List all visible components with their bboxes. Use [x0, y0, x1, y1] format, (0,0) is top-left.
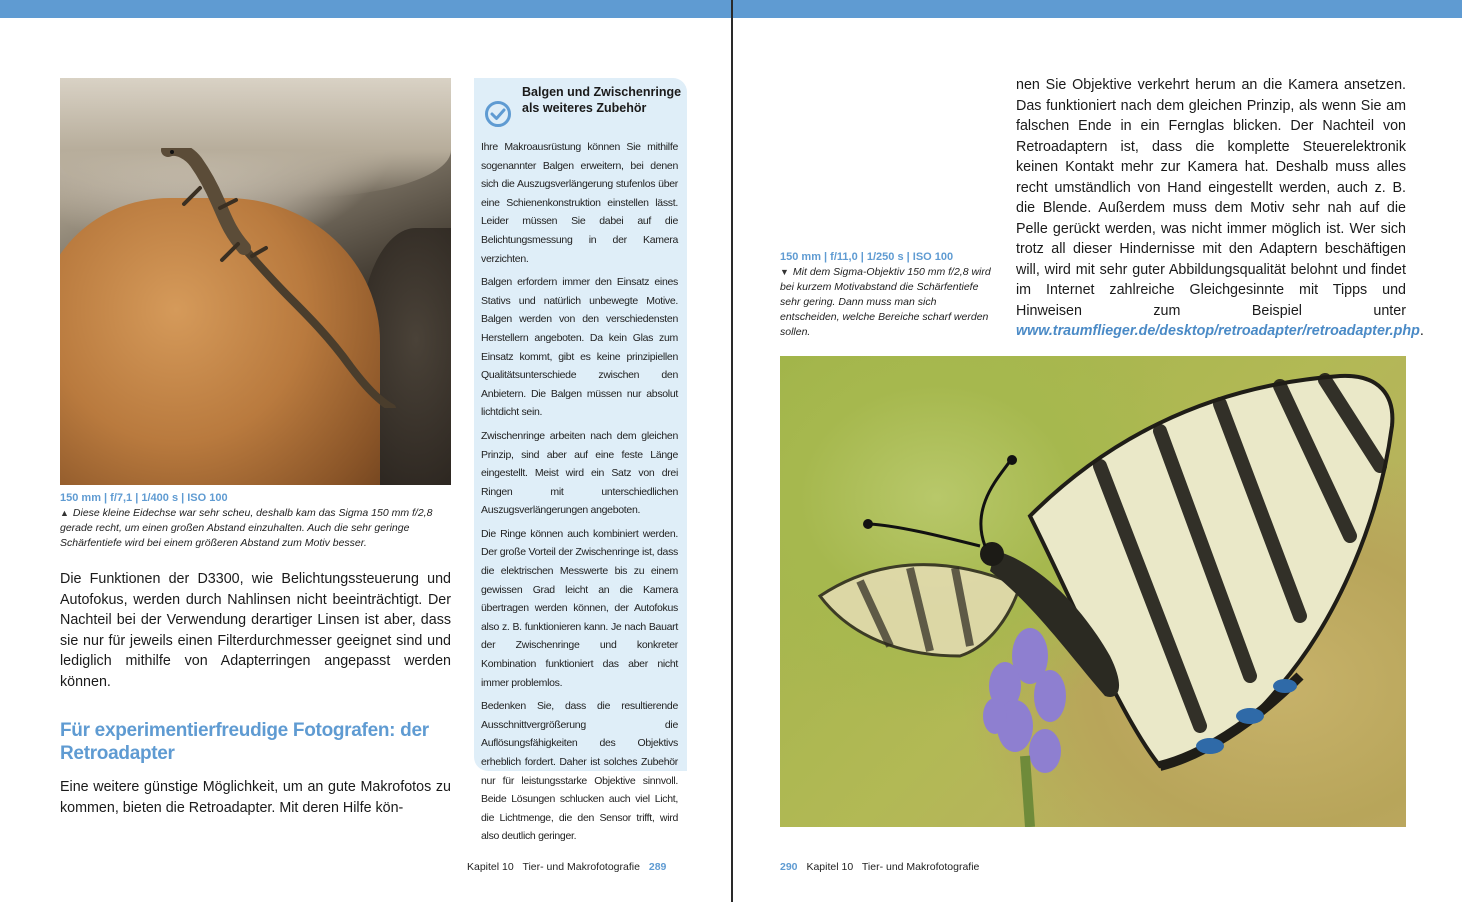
- page-number: 289: [648, 861, 667, 873]
- lizard-icon: [160, 148, 400, 408]
- butterfly-caption-text: Mit dem Sigma-Objektiv 150 mm f/2,8 wird bei kurzem Motivabstand die Schärfentiefe sehr gering. Dann muss man sich entscheiden, welche Bereiche scharf werden sollen.: [780, 266, 991, 338]
- info-box-paragraph: Ihre Makroausrüstung können Sie mithilfe sogenannter Balgen erweitern, bei denen sich die Auszugsverlängerung stufenlos über eine Schienenkonstruktion einstellen lässt. Leider müssen Sie dabei auf die Belichtungsmessung in der Kamera verzichten.: [481, 141, 678, 265]
- footer-chapter: Kapitel 10: [806, 861, 854, 873]
- page-number: 290: [780, 861, 798, 873]
- info-box-paragraph: Bedenken Sie, dass die resultierende Ausschnittvergrößerung die Auflösungsfähigkeiten des Objektivs erheblich fordert. Daher ist solches Zubehör nur für leistungsstarke Objektive sinnvoll. Beide Lösungen schlucken auch viel Licht, die Lichtmenge, die den Sensor trifft, wird also deutlich geringer.: [481, 700, 678, 843]
- caption-arrow-up-icon: ▲: [60, 508, 69, 518]
- top-color-bar: [733, 0, 1462, 18]
- lizard-photo: [60, 78, 451, 485]
- lizard-photo-meta: 150 mm | f/7,1 | 1/400 s | ISO 100: [60, 492, 228, 504]
- footer-chapter-title: Tier- und Makrofotografie: [861, 861, 980, 873]
- butterfly-photo-meta: 150 mm | f/11,0 | 1/250 s | ISO 100: [780, 251, 954, 263]
- footer-right: [780, 861, 985, 873]
- body-paragraph-retroadapter: Eine weitere günstige Möglichkeit, um an gute Makrofotos zu kommen, bieten die Retroadapter. Mit deren Hilfe kön-: [60, 779, 451, 816]
- body-text-end: .: [1419, 323, 1424, 339]
- info-box-paragraph: Balgen erfordern immer den Einsatz eines Stativs und natürlich unbewegte Motive. Balgen werden von den verschiedensten Herstellern angeboten. Da kein Glas zum Einsatz kommt, gibt es keine prinzipiellen Qualitätsunterschiede zwischen den Anbietern. Die Balgen müssen nur absolut lichtdicht sein.: [481, 276, 678, 419]
- lizard-caption: [60, 491, 460, 551]
- top-color-bar: [0, 0, 732, 18]
- right-page: [733, 0, 1462, 902]
- body-paragraph-retroadapter-continued: [1016, 75, 1424, 342]
- footer-chapter: Kapitel 10: [467, 861, 514, 873]
- footer-left: [467, 861, 672, 873]
- info-box-paragraph: Die Ringe können auch kombiniert werden. Der große Vorteil der Zwischenringe ist, dass die elektrischen Messwerte bis zu einem gewissen Grad leicht an die Kamera übertragen werden können, der Autofokus also z. B. funktionieren kann. Je nach Bauart der Zwischenringe und konkreter Kombination funktioniert das aber nicht immer problemlos.: [481, 527, 678, 689]
- body-text-start: nen Sie Objektive verkehrt herum an die Kamera ansetzen. Das funktioniert nach dem gleichen Prinzip, als wenn Sie am falschen Ende in ein Fernglas blicken. Der Nachteil von Retroadaptern ist, dass die komplette Steuerelektronik keinen Kontakt mehr zur Kamera hat. Deshalb muss alles recht umständlich von Hand eingestellt werden, auch z. B. die Blende. Außerdem muss dem Motiv sehr nah auf die Pelle gerückt werden, was nicht immer möglich ist. Wer sich trotz all dieser Hindernisse mit den Adaptern beschäftigen will, wird mit sehr guter Abbildungsqualität belohnt und findet im Internet zahlreiche Gleichgesinnte mit Tipps und Hinweisen zum Beispiel unter: [1016, 77, 1406, 319]
- info-box-paragraph: Zwischenringe arbeiten nach dem gleichen Prinzip, sind aber auf eine feste Länge eingestellt. Meist wird ein Satz von drei Ringen mit unterschiedlichen Auszugsverlängerungen angeboten.: [481, 429, 678, 517]
- traumflieger-link[interactable]: www.traumflieger.de/desktop/retroadapter/retroadapter.php: [1016, 323, 1420, 339]
- body-paragraph-nahlinsen: Die Funktionen der D3300, wie Belichtungssteuerung und Autofokus, werden durch Nahlinsen nicht beeinträchtigt. Der Nachteil bei der Verwendung derartiger Linsen ist aber, dass sie nur für jeweils einen Filterdurchmesser geeignet sind und lediglich mithilfe von Adapterringen angepasst werden können.: [60, 571, 451, 690]
- butterfly-photo: [780, 356, 1406, 827]
- footer-chapter-title: Tier- und Makrofotografie: [522, 861, 640, 873]
- check-circle-icon: [484, 100, 512, 128]
- info-box-title: Balgen und Zwischenringe als weiteres Zubehör: [522, 85, 682, 115]
- lizard-caption-text: Diese kleine Eidechse war sehr scheu, deshalb kam das Sigma 150 mm f/2,8 gerade recht, um einen großen Abstand einzuhalten. Auch die sehr geringe Schärfentiefe wird bei einem größeren Abstand zum Motiv besser.: [60, 507, 433, 549]
- info-box-balgen: [474, 78, 687, 843]
- info-box-body: [481, 138, 678, 851]
- butterfly-caption: [780, 250, 995, 340]
- section-heading-retroadapter: Für experimentierfreudige Fotografen: der Retroadapter: [60, 720, 429, 764]
- butterfly-icon: [780, 356, 1406, 827]
- caption-arrow-down-icon: ▼: [780, 267, 789, 277]
